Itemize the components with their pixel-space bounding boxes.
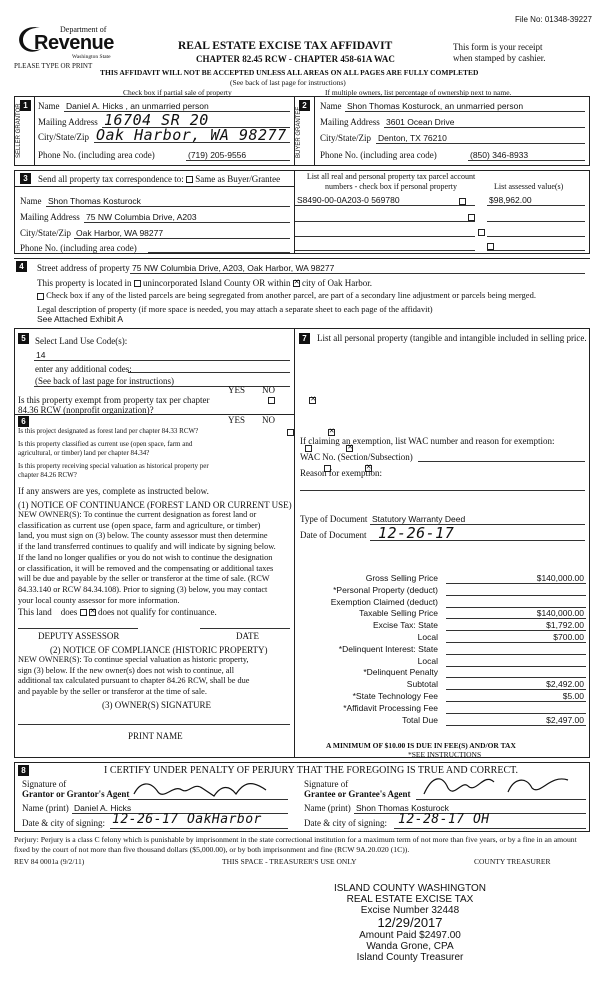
- multiple-owners-note: If multiple owners, list percentage of ownership next to name.: [325, 88, 512, 97]
- stamp-excise: REAL ESTATE EXCISE TAX: [346, 894, 474, 905]
- warning-text: THIS AFFIDAVIT WILL NOT BE ACCEPTED UNLESS ALL AREAS ON ALL PAGES ARE FULLY COMPLETED: [100, 68, 479, 77]
- stamp-county: ISLAND COUNTY WASHINGTON: [333, 883, 487, 894]
- reason-label: Reason for exemption:: [300, 468, 382, 478]
- parcel-3-personal-checkbox[interactable]: [478, 229, 485, 236]
- legal-description-label: Legal description of property (if more space is needed, you may attach a separate sheet to each page of the affidavit): [37, 304, 433, 314]
- sec6-yes-header: YES: [228, 415, 246, 425]
- assessed-header: List assessed value(s): [494, 182, 564, 191]
- doc-type[interactable]: Statutory Warranty Deed: [372, 514, 466, 524]
- see-instructions-note: *SEE INSTRUCTIONS: [408, 750, 482, 759]
- tax-row-value[interactable]: $1,792.00: [546, 620, 584, 631]
- logo-word: Revenue: [34, 32, 114, 54]
- receipt-note-1: This form is your receipt: [453, 42, 543, 52]
- unincorporated-label: unincorporated Island County OR within: [142, 278, 291, 288]
- tax-row-label: Taxable Selling Price: [359, 608, 438, 619]
- unincorporated-checkbox[interactable]: [134, 280, 141, 287]
- tax-row-value[interactable]: $140,000.00: [536, 608, 584, 619]
- assessed-value-1[interactable]: $98,962.00: [489, 195, 532, 205]
- tax-row-value[interactable]: $5.00: [562, 691, 584, 701]
- sec3-name[interactable]: Shon Thomas Kosturock: [48, 196, 141, 206]
- buyer-city-label: City/State/Zip: [320, 133, 371, 143]
- sec3-phone-label: Phone No. (including area code): [20, 243, 137, 253]
- segregated-checkbox[interactable]: [37, 293, 44, 300]
- sec5-yes-header: YES: [228, 385, 246, 395]
- sec3-address-label: Mailing Address: [20, 212, 80, 222]
- property-street[interactable]: 75 NW Columbia Drive, A203, Oak Harbor, WA 98277: [132, 263, 335, 273]
- located-line: [37, 278, 372, 288]
- does-not-label: does not qualify for continuance.: [98, 607, 217, 617]
- doc-type-label: Type of Document: [300, 514, 368, 524]
- tax-row-label: Gross Selling Price: [365, 573, 438, 583]
- treasurer-use-label: THIS SPACE - TREASURER'S USE ONLY: [222, 857, 357, 866]
- buyer-phone[interactable]: (850) 346-8933: [470, 150, 529, 160]
- revision-number: REV 84 0001a (9/2/11): [14, 857, 85, 866]
- section-7-number: 7: [299, 333, 310, 344]
- street-label: Street address of property: [37, 263, 130, 273]
- sec3-name-label: Name: [20, 196, 42, 206]
- print-name-label: PRINT NAME: [128, 731, 183, 741]
- grantee-printed-name[interactable]: Shon Thomas Kosturock: [356, 803, 449, 813]
- buyer-address[interactable]: 3601 Ocean Drive: [386, 117, 455, 127]
- grantee-signature[interactable]: [418, 770, 578, 802]
- doc-date[interactable]: 12-26-17: [378, 524, 455, 542]
- grantee-name-print-label: Name (print): [304, 803, 351, 813]
- personal-property-label: List all personal property (tangible and intangible included in selling price.: [317, 333, 587, 343]
- grantor-name-print-label: Name (print): [22, 803, 69, 813]
- notice-2-title: (2) NOTICE OF COMPLIANCE (HISTORIC PROPERTY): [50, 645, 268, 655]
- tax-row-value[interactable]: $2,492.00: [546, 679, 584, 690]
- if-yes-instruction: If any answers are yes, complete as instructed below.: [18, 486, 209, 496]
- section-3-number: 3: [20, 173, 31, 184]
- forest-yes-checkbox[interactable]: [287, 429, 294, 436]
- notice-2-body: NEW OWNER(S): To continue special valuation as historic property, sign (3) below. If the new owner(s) does not wish to continue, all additional tax calculated pursuant to chapter 84.26 RCW, shall be due and payable by the seller or transferor at the time of sale.: [18, 655, 250, 696]
- seller-city[interactable]: Oak Harbor, WA 98277: [96, 126, 287, 144]
- form-subtitle: CHAPTER 82.45 RCW - CHAPTER 458-61A WAC: [196, 54, 395, 64]
- grantee-sig-label-1: Signature of: [304, 779, 349, 789]
- see-back-top: (See back of last page for instructions): [230, 78, 346, 87]
- county-treasurer-label: COUNTY TREASURER: [474, 857, 551, 866]
- certification-text: I CERTIFY UNDER PENALTY OF PERJURY THAT THE FOREGOING IS TRUE AND CORRECT.: [104, 765, 518, 776]
- file-number: File No: 01348-39227: [515, 15, 592, 24]
- buyer-phone-label: Phone No. (including area code): [320, 150, 437, 160]
- section-4-number: 4: [16, 261, 27, 272]
- stamp-excise-number: Excise Number 32448: [360, 905, 460, 916]
- legal-description[interactable]: See Attached Exhibit A: [37, 314, 124, 324]
- owner-signature-label: (3) OWNER(S) SIGNATURE: [102, 700, 211, 710]
- does-label: does: [60, 607, 78, 617]
- tax-row-label: *State Technology Fee: [352, 691, 438, 701]
- land-use-label: Select Land Use Code(s):: [35, 336, 128, 346]
- grantee-date-city-label: Date & city of signing:: [304, 818, 387, 828]
- correspondence-header: [38, 174, 280, 184]
- stamp-treasurer-name: Wanda Grone, CPA: [366, 941, 454, 952]
- does-not-checkbox[interactable]: [89, 609, 96, 616]
- segregated-label: Check box if any of the listed parcels are being segregated from another parcel, are part of a secondary line adjustment or parcels being merged.: [46, 290, 536, 300]
- revenue-logo: [14, 22, 119, 60]
- additional-codes-label: enter any additional codes:: [35, 364, 132, 374]
- deputy-date-label: DATE: [236, 631, 259, 641]
- receipt-note-2: when stamped by cashier.: [453, 53, 546, 63]
- exempt-yes-checkbox[interactable]: [268, 397, 275, 404]
- current-use-question: Is this property classified as current use (open space, farm and agricultural, or timber) land per chapter 84.34?: [18, 440, 193, 457]
- seller-address-label: Mailing Address: [38, 117, 98, 127]
- notice-1-body: NEW OWNER(S): To continue the current designation as forest land or classification as current use (open space, farm and agriculture, or timber) land, you must sign on (3) below. The county assessor must then determine if the land transferred continues to qualify and will indicate by signing below. If the land no longer qualifies or you do not wish to continue the designation or classification, it will be removed and the compensating or additional taxes will be due and payable by the seller or transferor at the time of sale. (RCW 84.33.140 or RCW 84.34.108). Prior to signing (3) below, you may contact your local county assessor for more information.: [18, 510, 276, 605]
- form-title: REAL ESTATE EXCISE TAX AFFIDAVIT: [178, 40, 393, 52]
- seller-address[interactable]: 16704 SR 20: [104, 111, 209, 129]
- buyer-name-label: Name: [320, 101, 342, 111]
- parcel-number-1[interactable]: S8490-00-0A203-0 569780: [297, 195, 400, 205]
- sec3-city-label: City/State/Zip: [20, 228, 71, 238]
- tax-row-label: Local: [417, 655, 438, 666]
- segregated-line: [37, 290, 536, 300]
- stamp-date: 12/29/2017: [377, 915, 443, 930]
- please-type: PLEASE TYPE OR PRINT: [14, 62, 93, 70]
- seller-city-label: City/State/Zip: [38, 132, 89, 142]
- grantor-date-city[interactable]: 12-26-17 OakHarbor: [112, 812, 262, 827]
- section-8-number: 8: [18, 765, 29, 776]
- same-as-buyer-label: Same as Buyer/Grantee: [195, 174, 281, 184]
- buyer-address-label: Mailing Address: [320, 117, 380, 127]
- grantor-date-city-label: Date & city of signing:: [22, 818, 105, 828]
- parcel-2-personal-checkbox[interactable]: [468, 214, 475, 221]
- notice-1-title: (1) NOTICE OF CONTINUANCE (FOREST LAND OR CURRENT USE): [18, 500, 292, 510]
- tax-row-value[interactable]: $700.00: [553, 632, 584, 642]
- perjury-notice: Perjury: Perjury is a class C felony which is punishable by imprisonment in the state correctional institution for a maximum term of not more than five years, or by a fine in an amount fixed by the court of not more than five thousand dollars ($5,000.00), or by both imprisonment and fine (RCW 9A.20.020 (1C)).: [14, 835, 577, 854]
- city-of-checkbox[interactable]: [293, 280, 300, 287]
- stamp-treasurer-title: Island County Treasurer: [356, 952, 464, 963]
- section-6-number: 6: [18, 416, 29, 427]
- grantor-sig-label-2: Grantor or Grantor's Agent: [22, 789, 130, 799]
- buyer-side-label: BUYER GRANTEE: [296, 106, 302, 158]
- buyer-name[interactable]: Shon Thomas Kosturock, an unmarried person: [347, 101, 524, 111]
- deputy-assessor-label: DEPUTY ASSESSOR: [38, 631, 120, 641]
- correspondence-label: Send all property tax correspondence to:: [38, 174, 184, 184]
- sec6-no-header: NO: [262, 415, 275, 425]
- buyer-city[interactable]: Denton, TX 76210: [378, 133, 447, 143]
- exempt-no-checkbox[interactable]: [309, 397, 316, 404]
- doc-date-label: Date of Document: [300, 530, 367, 540]
- located-label: This property is located in: [37, 278, 132, 288]
- partial-sale-label: Check box if partial sale of property: [123, 88, 232, 97]
- stamp-amount: Amount Paid $2497.00: [359, 930, 461, 941]
- forest-land-question: Is this project designated as forest land per chapter 84.33 RCW?: [18, 427, 199, 435]
- tax-row-label: Total Due: [402, 714, 438, 725]
- tax-row-label: Excise Tax: State: [372, 620, 438, 631]
- city-of-label: city of Oak Harbor.: [301, 278, 372, 288]
- tax-row-label: Subtotal: [406, 679, 438, 690]
- tax-row-label: *Delinquent Penalty: [363, 667, 438, 678]
- exemption-label: If claiming an exemption, list WAC number and reason for exemption:: [300, 436, 555, 446]
- land-use-code[interactable]: 14: [36, 350, 46, 360]
- seller-phone[interactable]: (719) 205-9556: [188, 150, 247, 160]
- tax-row-value[interactable]: $2,497.00: [546, 714, 584, 725]
- seller-side-label: SELLER GRANTOR: [16, 103, 22, 158]
- treasurer-stamp: [300, 883, 520, 963]
- section-2-number: 2: [299, 100, 310, 111]
- logo-dept: Department of: [60, 25, 107, 34]
- seller-name-label: Name: [38, 101, 60, 111]
- same-as-buyer-checkbox[interactable]: [186, 176, 193, 183]
- grantor-printed-name[interactable]: Daniel A. Hicks: [74, 803, 132, 813]
- grantee-sig-label-2: Grantee or Grantee's Agent: [304, 789, 411, 799]
- exempt-question: Is this property exempt from property tax per chapter 84.36 RCW (nonprofit organization)?: [18, 395, 210, 415]
- section-5-number: 5: [18, 333, 29, 344]
- tax-row-label: Exemption Claimed (deduct): [330, 596, 438, 607]
- continuance-line: [18, 607, 217, 617]
- sec3-address[interactable]: 75 NW Columbia Drive, A203: [86, 212, 197, 222]
- parcel-1-personal-checkbox[interactable]: [459, 198, 466, 205]
- tax-row-label: *Personal Property (deduct): [333, 584, 438, 595]
- grantor-sig-label-1: Signature of: [22, 779, 67, 789]
- does-checkbox[interactable]: [80, 609, 87, 616]
- this-land-label: This land: [18, 607, 52, 617]
- minimum-due-note: A MINIMUM OF $10.00 IS DUE IN FEE(S) AND/OR TAX: [326, 741, 516, 750]
- sec5-see-back: (See back of last page for instructions): [35, 376, 174, 386]
- logo-state: Washington State: [72, 54, 111, 60]
- grantee-date-city[interactable]: 12-28-17 OH: [398, 812, 490, 827]
- tax-row-label: *Affidavit Processing Fee: [343, 702, 438, 713]
- seller-name[interactable]: Daniel A. Hicks , an unmarried person: [66, 101, 209, 111]
- section-1-number: 1: [20, 100, 31, 111]
- sec5-no-header: NO: [262, 385, 275, 395]
- parcels-header: List all real and personal property tax parcel account numbers - check box if personal property: [306, 172, 476, 191]
- tax-row-label: *Delinquent Interest: State: [338, 643, 438, 654]
- tax-row-value[interactable]: $140,000.00: [536, 573, 584, 583]
- seller-phone-label: Phone No. (including area code): [38, 150, 155, 160]
- tax-row-label: Local: [417, 632, 438, 642]
- wac-label: WAC No. (Section/Subsection): [300, 452, 413, 462]
- sec3-city[interactable]: Oak Harbor, WA 98277: [76, 228, 164, 238]
- historic-question: Is this property receiving special valuation as historical property per chapter 84.26 RCW?: [18, 462, 209, 479]
